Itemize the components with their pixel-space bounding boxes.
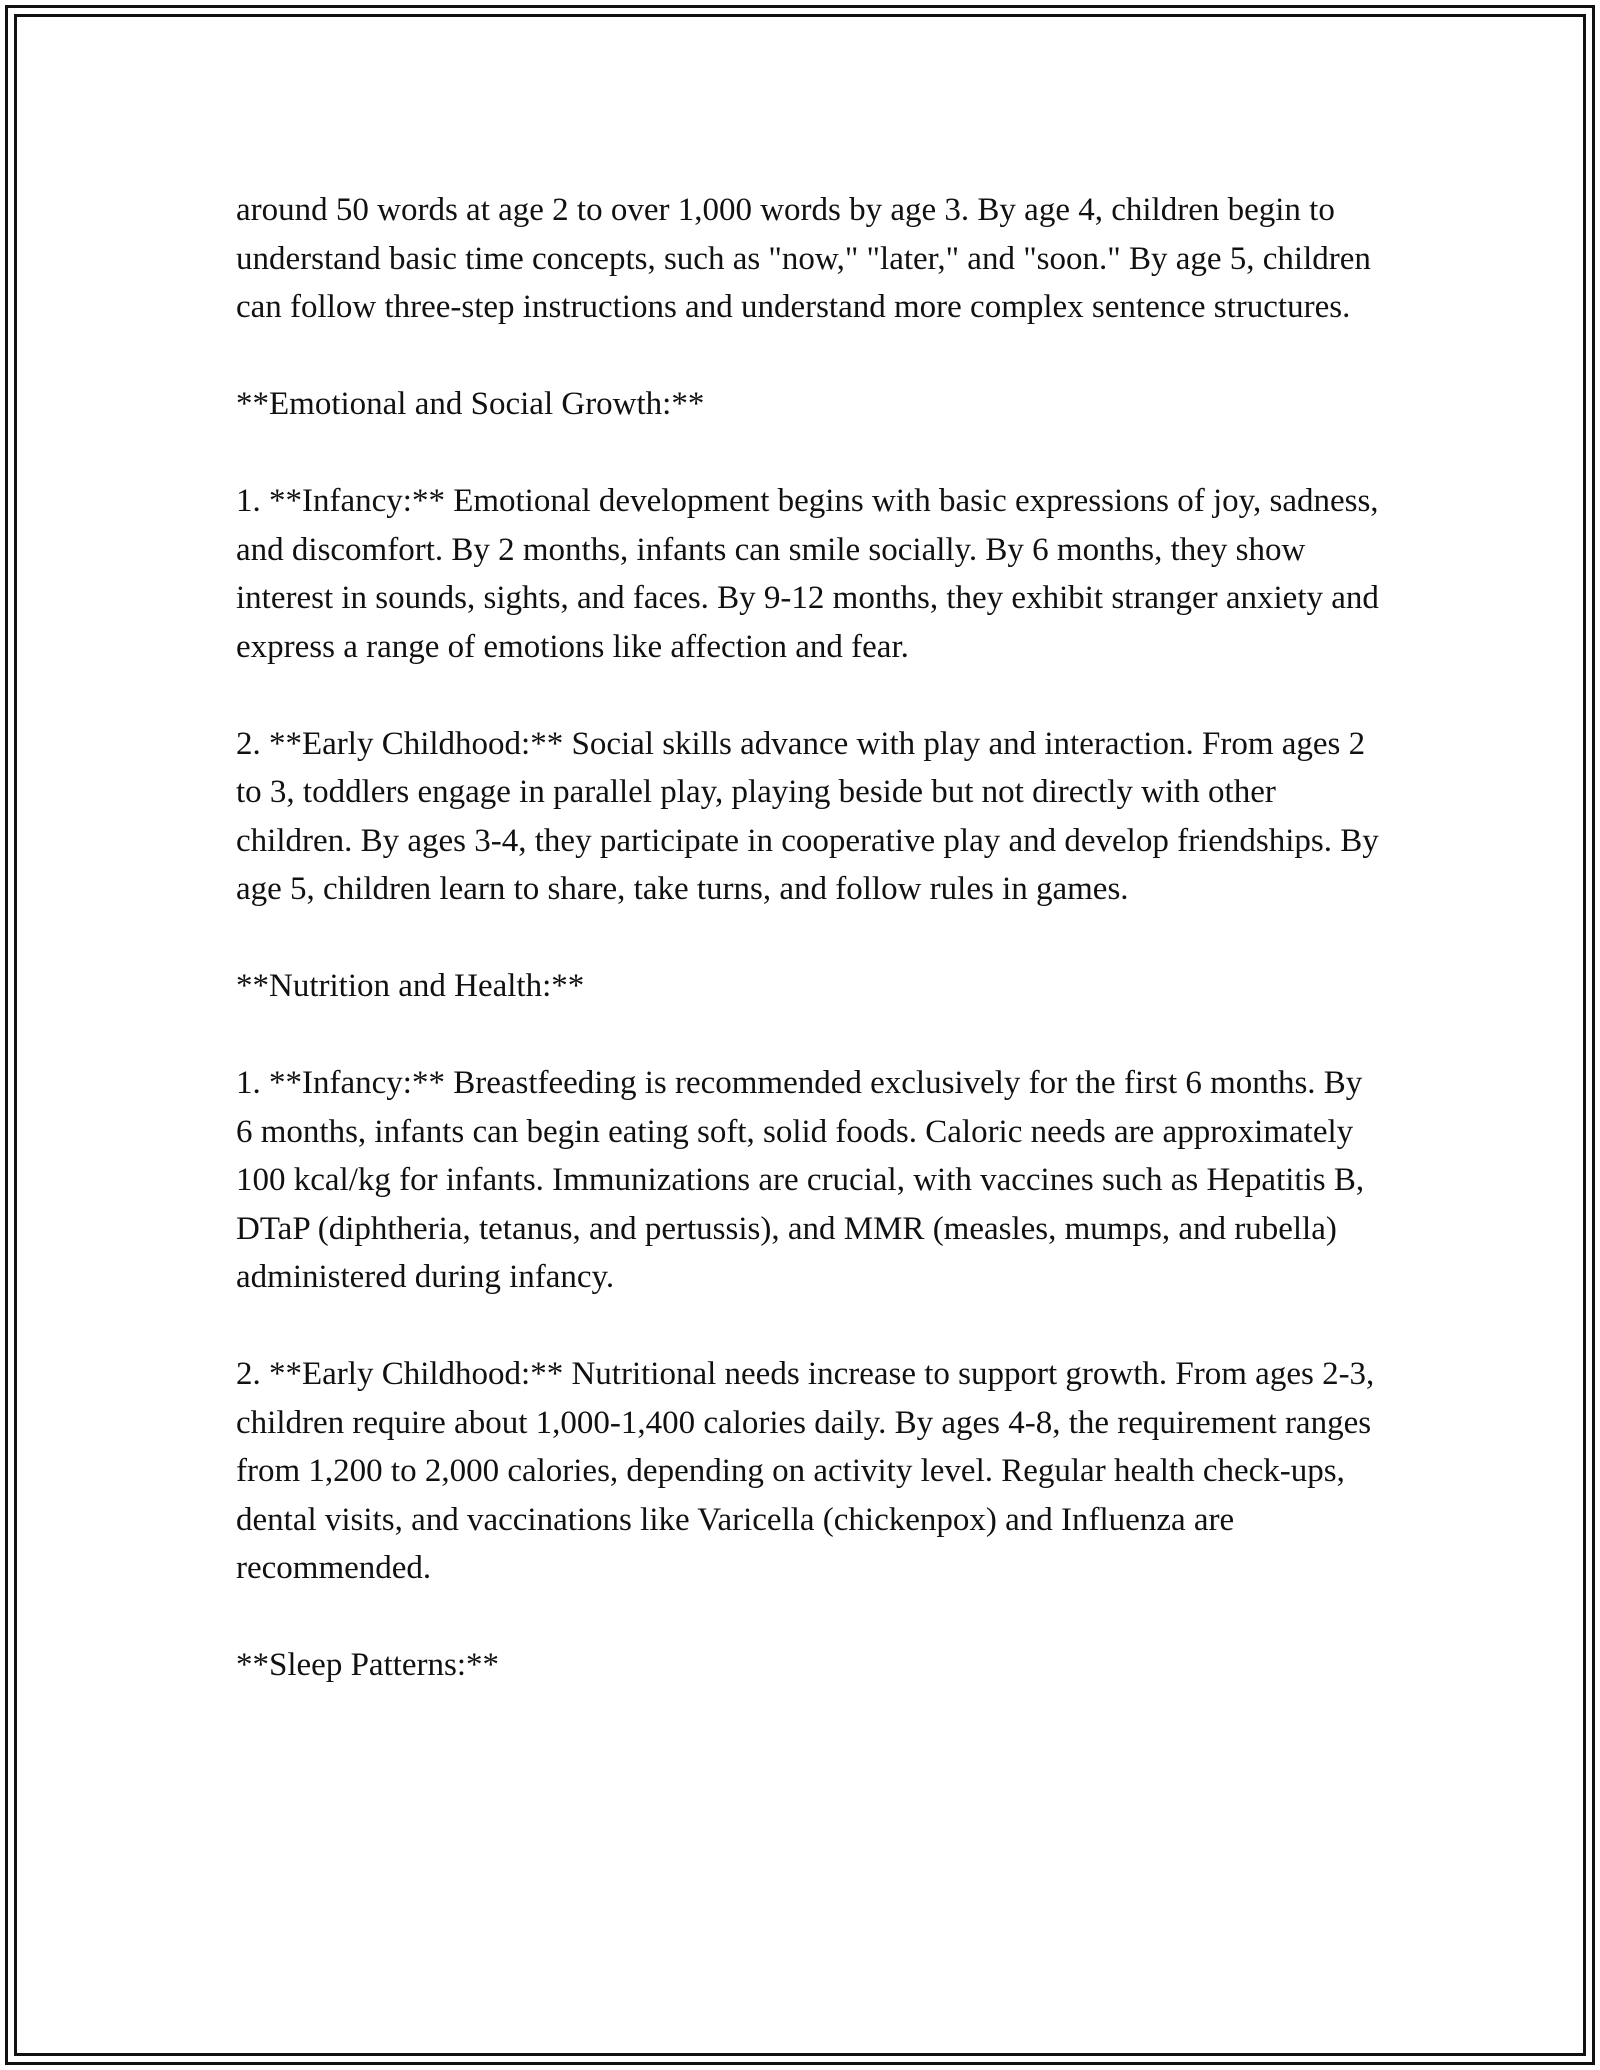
paragraph-emotional-early-childhood: 2. **Early Childhood:** Social skills advance with play and interaction. From ages 2 to 3, toddlers engage in parallel play, playing beside but not directly with other children. By ages 3-4, they participate in cooperative play and develop friendships. By age 5, children learn to share, take turns, and follow rules in games. — [236, 725, 1379, 907]
heading-sleep-patterns: **Sleep Patterns:** — [236, 1647, 500, 1683]
paragraph-nutrition-infancy: 1. **Infancy:** Breastfeeding is recommended exclusively for the first 6 months. By 6 months, infants can begin eating soft, solid foods. Caloric needs are approximately 100 kcal/kg for infants. Immunizations are crucial, with vaccines such as Hepatitis B, DTaP (diphtheria, tetanus, and pertussis), and MMR (measles, mumps, and rubella) administered during infancy. — [236, 1065, 1365, 1295]
heading-nutrition-health: **Nutrition and Health:** — [236, 968, 585, 1004]
heading-emotional-social-growth: **Emotional and Social Growth:** — [236, 386, 705, 422]
paragraph-emotional-infancy: 1. **Infancy:** Emotional development begins with basic expressions of joy, sadness, and discomfort. By 2 months, infants can smile socially. By 6 months, they show interest in sounds, sights, and faces. By 9-12 months, they exhibit stranger anxiety and express a range of emotions like affection and fear. — [236, 483, 1379, 665]
paragraph-language-development: around 50 words at age 2 to over 1,000 words by age 3. By age 4, children begin to understand basic time concepts, such as "now," "later," and "soon." By age 5, children can follow three-step instructions and understand more complex sentence structures. — [236, 192, 1371, 325]
paragraph-nutrition-early-childhood: 2. **Early Childhood:** Nutritional needs increase to support growth. From ages 2-3, children require about 1,000-1,400 calories daily. By ages 4-8, the requirement ranges from 1,200 to 2,000 calories, depending on activity level. Regular health check-ups, dental visits, and vaccinations like Varicella (chickenpox) and Influenza are recommended. — [236, 1356, 1375, 1586]
document-body — [236, 186, 1386, 1738]
